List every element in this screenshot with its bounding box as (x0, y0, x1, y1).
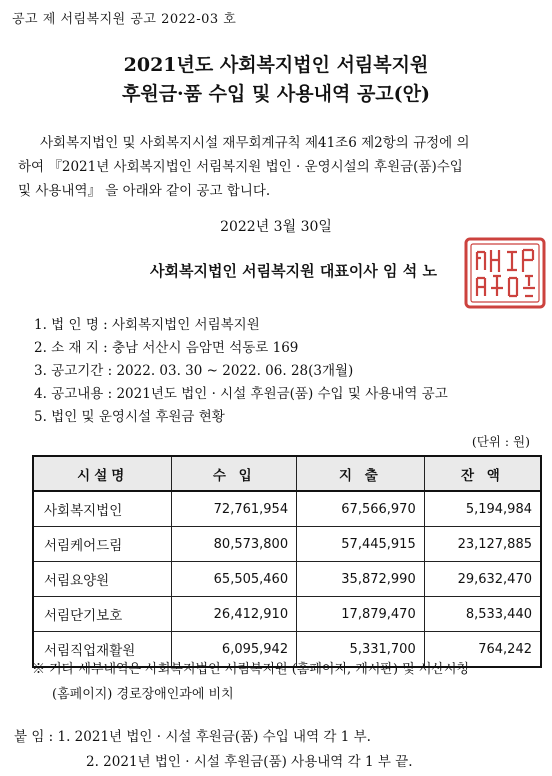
table-unit-label: (단위 : 원) (471, 434, 530, 449)
header-expense: 지 출 (297, 456, 425, 491)
income-value: 80,573,800 (172, 527, 297, 562)
balance-value: 764,242 (424, 632, 541, 668)
info-item-content: 4. 공고내용 : 2021년도 법인 · 시설 후원금(품) 수입 및 사용내역 공고 (34, 386, 448, 402)
reference-number: 공고 제 서림복지원 공고 2022-03 호 (12, 12, 237, 27)
attachment-line2: 2. 2021년 법인 · 시설 후원금(품) 사용내역 각 1 부 끝. (86, 754, 413, 770)
balance-value: 8,533,440 (424, 597, 541, 632)
income-value: 6,095,942 (172, 632, 297, 668)
document-title-line2: 후원금·품 수입 및 사용내역 공고(안) (121, 83, 430, 105)
facility-name: 서림단기보호 (33, 597, 172, 632)
header-facility: 시설명 (33, 456, 172, 491)
seal-glyphs (477, 250, 535, 296)
note-line2: (홈페이지) 경로장애인과에 비치 (52, 687, 234, 702)
balance-value: 5,194,984 (424, 491, 541, 527)
donation-table (32, 455, 542, 668)
income-value: 26,412,910 (172, 597, 297, 632)
balance-value: 29,632,470 (424, 562, 541, 597)
info-item-period: 3. 공고기간 : 2022. 03. 30 ~ 2022. 06. 28(3개월) (34, 363, 354, 379)
table-row (33, 491, 541, 527)
facility-name: 서림요양원 (33, 562, 172, 597)
expense-value: 57,445,915 (297, 527, 425, 562)
income-value: 65,505,460 (172, 562, 297, 597)
expense-value: 17,879,470 (297, 597, 425, 632)
attachment-line1: 붙 임 : 1. 2021년 법인 · 시설 후원금(품) 수입 내역 각 1 부. (14, 729, 371, 745)
info-item-corporation-name: 1. 법 인 명 : 사회복지법인 서림복지원 (34, 317, 260, 333)
expense-value: 35,872,990 (297, 562, 425, 597)
table-row (33, 527, 541, 562)
announcement-date: 2022년 3월 30일 (220, 219, 332, 235)
table-row (33, 562, 541, 597)
expense-value: 67,566,970 (297, 491, 425, 527)
body-paragraph-line2: 하여 『2021년 사회복지법인 서림복지원 법인 · 운영시설의 후원금(품)수입 (18, 159, 463, 175)
balance-value: 23,127,885 (424, 527, 541, 562)
body-paragraph-line3: 및 사용내역』 을 아래와 같이 공고 합니다. (18, 183, 271, 199)
facility-name: 서림케어드림 (33, 527, 172, 562)
table-row (33, 597, 541, 632)
representative-signature: 사회복지법인 서림복지원 대표이사 임 석 노 (150, 262, 437, 280)
facility-name: 서림직업재활원 (33, 632, 172, 668)
official-seal-icon (463, 236, 547, 310)
body-paragraph-line1: 사회복지법인 및 사회복지시설 재무회계규칙 제41조6 제2항의 규정에 의 (40, 135, 470, 151)
info-item-address: 2. 소 재 지 : 충남 서산시 음암면 석동로 169 (34, 340, 299, 356)
header-income: 수 입 (172, 456, 297, 491)
header-balance: 잔 액 (424, 456, 541, 491)
info-item-status: 5. 법인 및 운영시설 후원금 현황 (34, 409, 225, 425)
expense-value: 5,331,700 (297, 632, 425, 668)
table-header-row (33, 456, 541, 491)
facility-name: 사회복지법인 (33, 491, 172, 527)
document-title-line1: 2021년도 사회복지법인 서림복지원 (123, 54, 429, 76)
note-line1: ※ 기타 세부내역은 사회복지법인 서림복지원 (홈페이지, 게시판) 및 서산시청 (32, 662, 470, 677)
income-value: 72,761,954 (172, 491, 297, 527)
